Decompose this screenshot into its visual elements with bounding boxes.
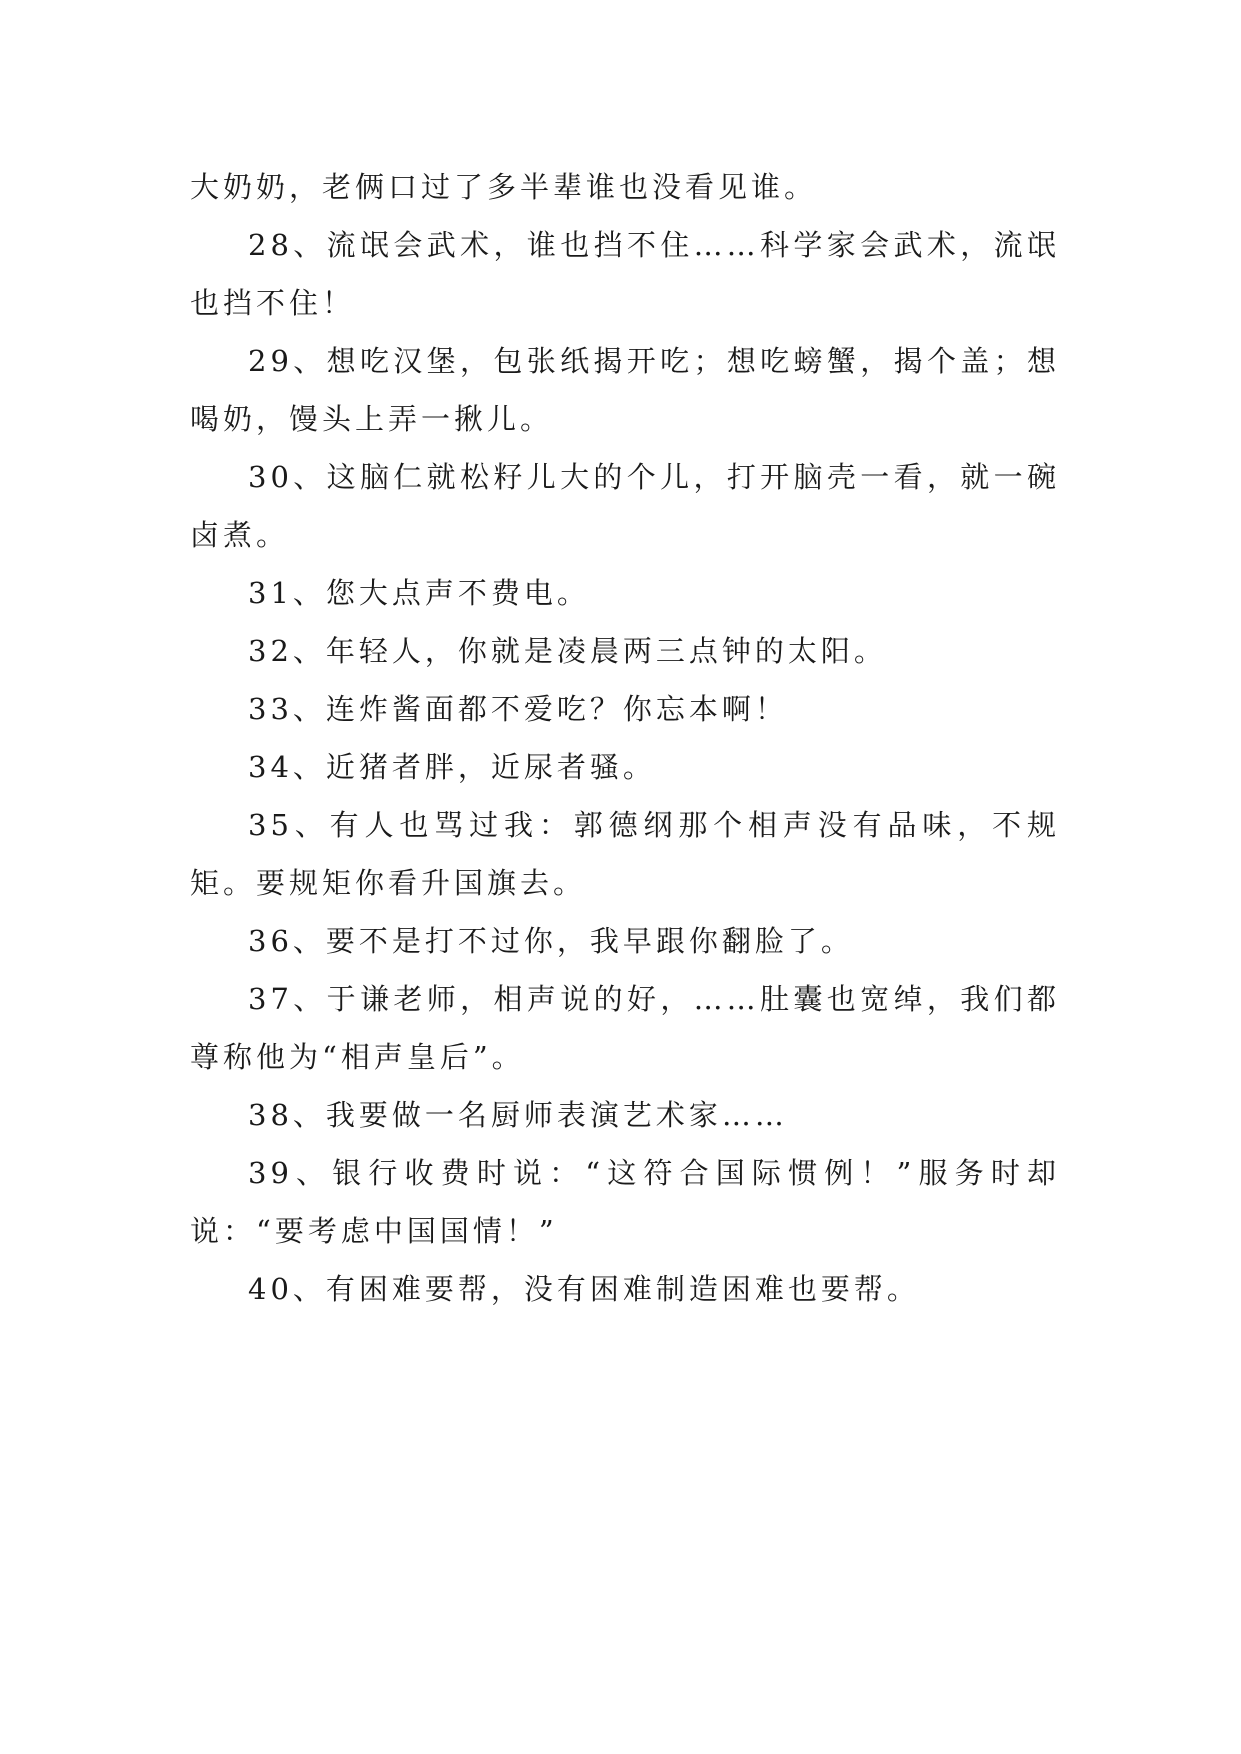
document-body bbox=[190, 158, 1060, 1318]
paragraph: 29、想吃汉堡，包张纸揭开吃；想吃螃蟹，揭个盖；想喝奶，馒头上弄一揪儿。 bbox=[190, 344, 1060, 436]
paragraph: 31、您大点声不费电。 bbox=[248, 576, 590, 610]
paragraph: 36、要不是打不过你，我早跟你翻脸了。 bbox=[248, 924, 854, 958]
paragraph: 大奶奶，老俩口过了多半辈谁也没看见谁。 bbox=[190, 170, 818, 204]
paragraph: 37、于谦老师，相声说的好，……肚囊也宽绰，我们都尊称他为“相声皇后”。 bbox=[190, 982, 1060, 1074]
paragraph: 38、我要做一名厨师表演艺术家…… bbox=[248, 1098, 788, 1132]
paragraph: 32、年轻人，你就是凌晨两三点钟的太阳。 bbox=[248, 634, 887, 668]
paragraph: 28、流氓会武术，谁也挡不住……科学家会武术，流氓也挡不住！ bbox=[190, 228, 1060, 320]
paragraph: 33、连炸酱面都不爱吃？你忘本啊！ bbox=[248, 692, 788, 726]
paragraph: 35、有人也骂过我：郭德纲那个相声没有品味，不规矩。要规矩你看升国旗去。 bbox=[190, 808, 1060, 900]
paragraph: 30、这脑仁就松籽儿大的个儿，打开脑壳一看，就一碗卤煮。 bbox=[190, 460, 1060, 552]
paragraph: 40、有困难要帮，没有困难制造困难也要帮。 bbox=[248, 1272, 920, 1306]
paragraph: 34、近猪者胖，近尿者骚。 bbox=[248, 750, 656, 784]
paragraph: 39、银行收费时说：“这符合国际惯例！”服务时却说：“要考虑中国国情！” bbox=[190, 1156, 1060, 1248]
